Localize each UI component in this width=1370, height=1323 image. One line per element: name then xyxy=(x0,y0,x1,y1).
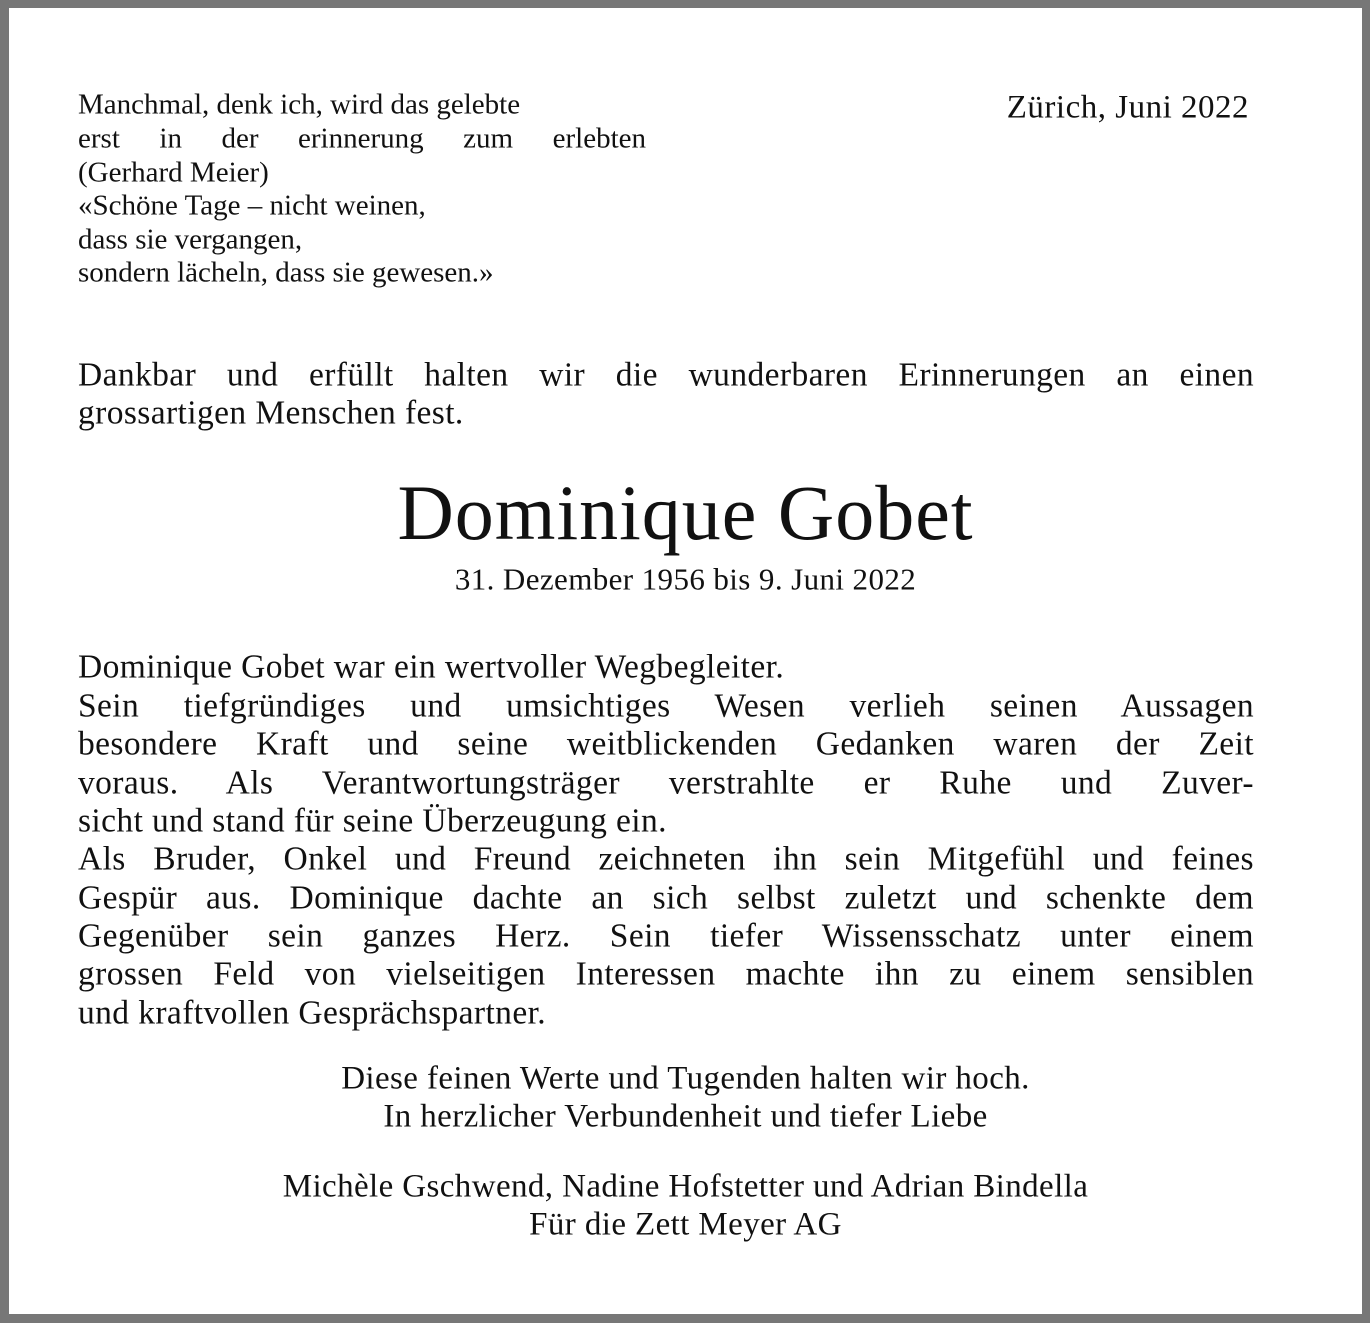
tribute-line: sicht und stand für seine Überzeugung ein. xyxy=(78,802,667,840)
obituary-page xyxy=(9,8,1362,1314)
tribute-line: Als Bruder, Onkel und Freund zeichneten ihn sein Mitgefühl und feines xyxy=(78,840,1254,878)
deceased-name: Dominique Gobet xyxy=(397,469,974,556)
tribute-line: Dominique Gobet war ein wertvoller Wegbegleiter. xyxy=(78,648,785,686)
quote-line: (Gerhard Meier) xyxy=(78,156,269,189)
tribute-line: grossen Feld von vielseitigen Interessen machte ihn zu einem sensiblen xyxy=(78,955,1254,993)
quote-line: erst in der erinnerung zum erlebten xyxy=(78,122,646,155)
tribute-line: Gespür aus. Dominique dachte an sich selbst zuletzt und schenkte dem xyxy=(78,879,1254,917)
tribute-line: Sein tiefgründiges und umsichtiges Wesen verlieh seinen Aussagen xyxy=(78,687,1254,725)
quote-line: sondern lächeln, dass sie gewesen.» xyxy=(78,256,494,289)
quote-line: dass sie vergangen, xyxy=(78,223,303,256)
signature-line: Für die Zett Meyer AG xyxy=(529,1206,842,1243)
life-dates: 31. Dezember 1956 bis 9. Juni 2022 xyxy=(454,561,917,597)
tribute-line: Gegenüber sein ganzes Herz. Sein tiefer Wissensschatz unter einem xyxy=(78,917,1254,955)
quote-line: Manchmal, denk ich, wird das gelebte xyxy=(78,88,521,121)
closing-line: In herzlicher Verbundenheit und tiefer Liebe xyxy=(383,1098,988,1135)
closing-line: Diese feinen Werte und Tugenden halten wir hoch. xyxy=(341,1060,1030,1097)
intro-line: Dankbar und erfüllt halten wir die wunderbaren Erinnerungen an einen xyxy=(78,356,1254,394)
tribute-line: und kraftvollen Gesprächspartner. xyxy=(78,994,547,1032)
place-date: Zürich, Juni 2022 xyxy=(1006,89,1249,126)
intro-line: grossartigen Menschen fest. xyxy=(78,394,464,432)
signature-line: Michèle Gschwend, Nadine Hofstetter und Adrian Bindella xyxy=(282,1168,1089,1205)
quote-line: «Schöne Tage – nicht weinen, xyxy=(78,189,426,222)
tribute-line: besondere Kraft und seine weitblickenden Gedanken waren der Zeit xyxy=(78,725,1254,763)
tribute-line: voraus. Als Verantwortungsträger verstrahlte er Ruhe und Zuver- xyxy=(78,764,1254,802)
